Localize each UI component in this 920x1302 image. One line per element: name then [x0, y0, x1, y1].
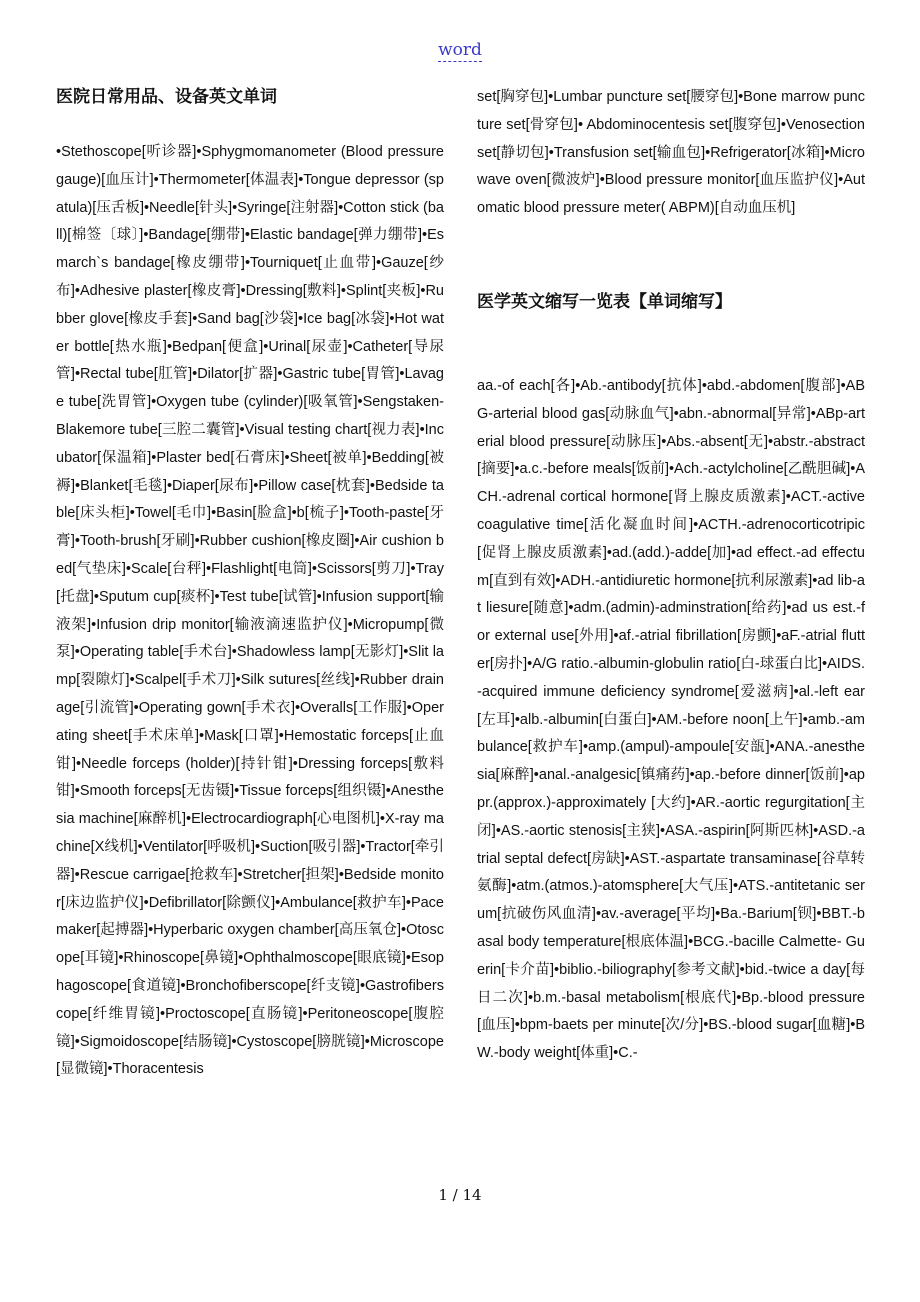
equipment-vocabulary-continuation: set[胸穿包]•Lumbar puncture set[腰穿包]•Bone marrow puncture set[骨穿包]• Abdominocentesis set[腹穿包]•Venosection set[静切包]•Transfusion set[输血包]•Refrigerator[冰箱]•Microwave oven[微波炉]•Blood pressure monitor[血压监护仪]•Automatic blood pressure meter( ABPM)[自动血压机]: [477, 89, 865, 217]
equipment-vocabulary-text: •Stethoscope[听诊器]•Sphygmomanometer (Blood pressure gauge)[血压计]•Thermometer[体温表]•Tongue depressor (spatula)[压舌板]•Needle[针头]•Syringe[注射器]•Cotton stick (ball)[棉签〔球〕]•Bandage[绷带]•Elastic bandage[弹力绷带]•Esmarch`s bandage[橡皮绷带]•Tourniquet[止血带]•Gauze[纱布]•Adhesive plaster[橡皮膏]•Dressing[敷料]•Splint[夹板]•Rubber glove[橡皮手套]•Sand bag[沙袋]•Ice bag[冰袋]•Hot water bottle[热水瓶]•Bedpan[便盒]•Urinal[尿壶]•Catheter[导尿管]•Rectal tube[肛管]•Dilator[扩器]•Gastric tube[胃管]•Lavage tube[洗胃管]•Oxygen tube (cylinder)[吸氧管]•Sengstaken-Blakemore tube[三腔二囊管]•Visual testing chart[视力表]•Incubator[保温箱]•Plaster bed[石膏床]•Sheet[被单]•Bedding[被褥]•Blanket[毛毯]•Diaper[尿布]•Pillow case[枕套]•Bedside table[床头柜]•Towel[毛巾]•Basin[脸盒]•b[梳子]•Tooth-paste[牙膏]•Tooth-brush[牙刷]•Rubber cushion[橡皮圈]•Air cushion bed[气垫床]•Scale[台秤]•Flashlight[电筒]•Scissors[剪刀]•Tray[托盘]•Sputum cup[痰杯]•Test tube[试管]•Infusion support[输液架]•Infusion drip monitor[输液滴速监护仪]•Micropump[微泵]•Operating table[手术台]•Shadowless lamp[无影灯]•Slit lamp[裂隙灯]•Scalpel[手术刀]•Silk sutures[丝线]•Rubber drainage[引流管]•Operating gown[手术衣]•Overalls[工作服]•Operating sheet[手术床单]•Mask[口罩]•Hemostatic forceps[止血钳]•Needle forceps (holder)[持针钳]•Dressing forceps[敷料钳]•Smooth forceps[无齿镊]•Tissue forceps[组织镊]•Anesthesia machine[麻醉机]•Electrocardiograph[心电图机]•X-ray machine[X线机]•Ventilator[呼吸机]•Suction[吸引器]•Tractor[牵引器]•Rescue carrigae[抢救车]•Stretcher[担架]•Bedside monitor[床边监护仪]•Defibrillator[除颤仪]•Ambulance[救护车]•Pacemaker[起搏器]•Hyperbaric oxygen chamber[高压氧仓]•Otoscope[耳镜]•Rhinoscope[鼻镜]•Ophthalmoscope[眼底镜]•Esophagoscope[食道镜]•Bronchofiberscope[纤支镜]•Gastrofiberscope[纤维胃镜]•Proctoscope[直肠镜]•Peritoneoscope[腹腔镜]•Sigmoidoscope[结肠镜]•Cystoscope[膀胱镜]•Microscope[显微镜]•Thoracentesis: [56, 144, 444, 1078]
page-number: 1 / 14: [438, 1186, 482, 1204]
right-column: [477, 84, 865, 1068]
left-column: [56, 84, 444, 1084]
abbreviation-list-text: aa.-of each[各]•Ab.-antibody[抗体]•abd.-abdomen[腹部]•ABG-arterial blood gas[动脉血气]•abn.-abnormal[异常]•ABp-arterial blood pressure[动脉压]•Abs.-absent[无]•abstr.-abstract[摘要]•a.c.-before meals[饭前]•Ach.-actylcholine[乙酰胆碱]•ACH.-adrenal cortical hormone[肾上腺皮质激素]•ACT.-active coagulative time[活化凝血时间]•ACTH.-adrenocorticotripic[促肾上腺皮质激素]•ad.(add.)-adde[加]•ad effect.-ad effectum[直到有效]•ADH.-antidiuretic hormone[抗利尿激素]•ad lib-at liesure[随意]•adm.(admin)-adminstration[给药]•ad us est.-for external use[外用]•af.-atrial fibrillation[房颤]•aF.-atrial flutter[房扑]•A/G ratio.-albumin-globulin ratio[白-球蛋白比]•AIDS.-acquired immune deficiency syndrome[爱滋病]•al.-left ear[左耳]•alb.-albumin[白蛋白]•AM.-before noon[上午]•amb.-ambulance[救护车]•amp.(ampul)-ampoule[安瓿]•ANA.-anesthesia[麻醉]•anal.-analgesic[镇痛药]•ap.-before dinner[饭前]•appr.(approx.)-approximately [大约]•AR.-aortic regurgitation[主闭]•AS.-aortic stenosis[主狭]•ASA.-aspirin[阿斯匹林]•ASD.-atrial septal defect[房缺]•AST.-aspartate transaminase[谷草转氨酶]•atm.(atmos.)-atomsphere[大气压]•ATS.-antitetanic serum[抗破伤风血清]•av.-average[平均]•Ba.-Barium[钡]•BBT.-basal body temperature[根底体温]•BCG.-bacille Calmette- Guerin[卡介苗]•biblio.-biliography[参考文献]•bid.-twice a day[每日二次]•b.m.-basal metabolism[根底代]•Bp.-blood pressure[血压]•bpm-baets per minute[次/分]•BS.-blood sugar[血糖]•BW.-body weight[体重]•C.-: [477, 377, 865, 1062]
section-title-abbreviations: 医学英文缩写一览表【单词缩写】: [477, 291, 732, 312]
header-word-link[interactable]: [0, 40, 920, 60]
header-word-text[interactable]: word: [438, 40, 482, 60]
section-title-equipment: 医院日常用品、设备英文单词: [56, 87, 277, 107]
